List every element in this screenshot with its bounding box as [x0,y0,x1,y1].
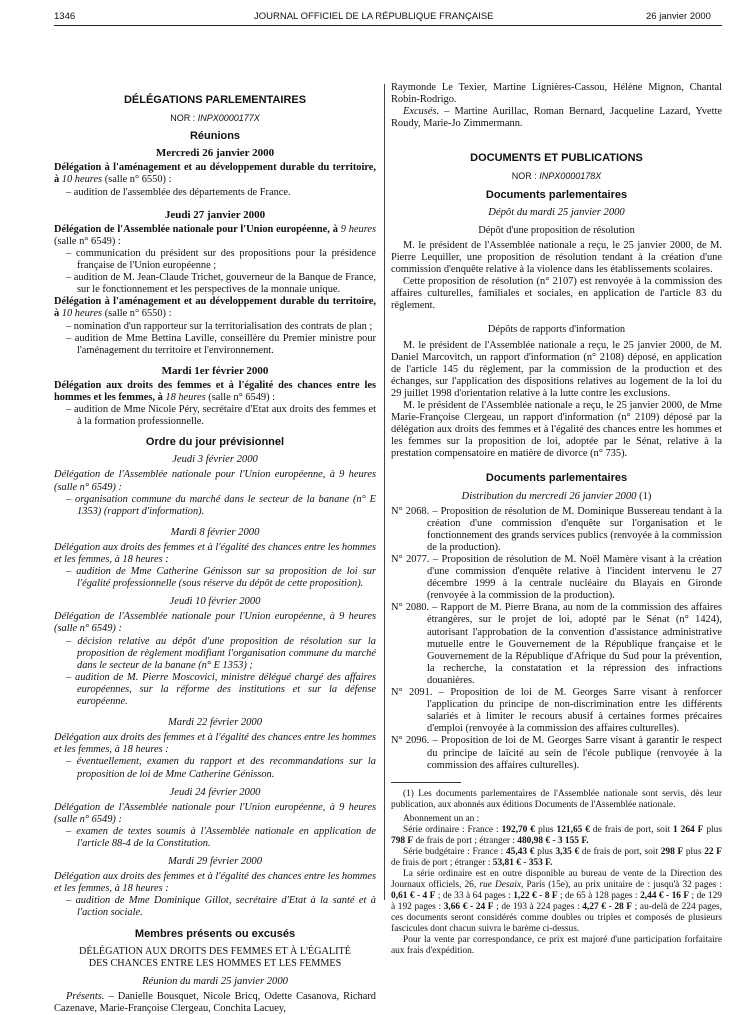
nor-label: NOR : [170,113,196,124]
forecast-item: – décision relative au dépôt d'une proposition de résolution sur la proposition de règlement modifiant l'organisation commune du marché dans le secteur de la banane (n° E 1353) ; [66,635,376,671]
meeting-heading [54,162,376,186]
heading-room: (salle n° 6549) : [54,235,121,247]
forecast-date: Jeudi 24 février 2000 [169,786,261,798]
agenda-item: – audition de Mme Nicole Péry, secrétaire d'Etat aux droits des femmes et à la formation professionnelle. [66,404,376,428]
forecast-heading: Délégation de l'Assemblée nationale pour l'Union européenne, à 9 heures (salle n° 6549) : [54,611,376,635]
heading-room: (salle n° 6549) : [205,391,276,403]
meeting-heading [54,296,376,320]
excuses-label: Excusés. [403,106,440,118]
distribution-date-text: Distribution du mercredi 26 janvier 2000 [461,490,637,502]
heading-text: Délégation à l'aménagement et au développement durable du territoire, à [54,162,376,186]
nor-reference [391,170,722,182]
meeting-date: Réunion du mardi 25 janvier 2000 [142,975,288,987]
forecast-date: Jeudi 10 février 2000 [169,596,261,608]
document-entry: N° 2080. – Rapport de M. Pierre Brana, au nom de la commission des affaires étrangères, sur le projet de loi, adopté par le Sénat (n° 1424), autorisant l'approbation de la convention d'assistance administrative mutuelle entre le Gouvernement de la République française et le Gouvernement de la République d'Afrique du Sud pour la prévention, la recherche, la constatation et la répression des infractions douanières. [391,602,722,686]
right-column [391,82,722,957]
footnote-rule [391,782,461,783]
meeting-date: Mercredi 26 janvier 2000 [155,147,275,160]
subsection-title: Documents parlementaires [485,188,628,201]
deposit-title: Dépôt d'une proposition de résolution [478,224,635,236]
meeting-heading [54,380,376,404]
agenda-item: – audition de l'assemblée des départements de France. [66,186,291,198]
section-title: DOCUMENTS ET PUBLICATIONS [470,152,643,165]
heading-time: 10 heures [61,308,103,320]
forecast-heading: Délégation aux droits des femmes et à l'égalité des chances entre les hommes et les femmes, à 18 heures : [54,871,376,895]
excuses-list: – Martine Aurillac, Roman Bernard, Jacqueline Lazard, Yvette Roudy, Marie-Jo Zimmermann. [391,106,722,130]
forecast-item: – examen de textes soumis à l'Assemblée nationale en application de l'article 88-4 de la Constitution. [66,825,376,849]
unit-prices: La série ordinaire est en outre disponible au bureau de vente de la Direction des Journaux officiels, 26, rue Desaix, Paris (15e), au prix unitaire de : jusqu'à 32 pages : 0,61 € - 4 F ; de 33 à 64 pages : 1,22 € - 8 F ; de 65 à 128 pages : 2,44 € - 16 F ; de 129 à 192 pages : 3,66 € - 24 F ; de 193 à 224 pages : 4,27 € - 28 F ; au-delà de 224 pages, ces documents seront considérés comme doubles ou triples et composés de plusieurs fascicules dont chacun suivra le barème ci-dessus. [391,868,723,934]
subscription-label: Abonnement un an : [403,813,480,824]
subsection-title: Ordre du jour prévisionnel [145,436,285,449]
present-members-continued: Raymonde Le Texier, Martine Lignières-Cassou, Hélène Mignon, Chantal Robin-Rodrigo. [391,82,722,106]
section-title: DÉLÉGATIONS PARLEMENTAIRES [123,94,307,106]
heading-time: 9 heures [340,223,377,235]
agenda-item: – nomination d'un rapporteur sur la territorialisation des contrats de plan ; [66,320,373,332]
forecast-item: – audition de Mme Dominique Gillot, secrétaire d'Etat à la santé et à l'action sociale. [66,895,376,919]
nor-label: NOR : [511,171,537,182]
agenda-item: – audition de Mme Bettina Laville, conseillère du Premier ministre pour l'aménagement du territoire et l'environnement. [66,332,376,356]
delegation-name: DES CHANCES ENTRE LES HOMMES ET LES FEMMES [88,957,342,969]
heading-text: Délégation aux droits des femmes et à l'égalité des chances entre les hommes et les femmes, à [54,379,376,403]
forecast-date: Mardi 22 février 2000 [167,717,263,729]
subscription-budget: Série budgétaire : France : 45,43 € plus 3,35 € de frais de port, soit 298 F plus 22 F de frais de port ; étranger : 53,81 € - 353 F. [391,846,722,868]
forecast-heading: Délégation aux droits des femmes et à l'égalité des chances entre les hommes et les femmes, à 18 heures : [54,732,376,756]
column-separator [384,84,385,900]
document-entry: N° 2068. – Proposition de résolution de M. Dominique Bussereau tendant à la création d'une commission d'enquête sur l'organisation et le fonctionnement des grands services publics (renvoyée à la commission de la production). [391,505,722,553]
nor-code: INPX0000177X [197,113,260,124]
forecast-agenda [54,454,376,919]
subsection-title: Membres présents ou excusés [134,927,296,940]
forecast-date: Mardi 29 février 2000 [167,856,263,868]
agenda-item: – communication du président sur des propositions pour la présidence française de l'Union européenne ; [66,247,376,272]
document-entry: N° 2077. – Proposition de résolution de M. Noël Mamère visant à la création d'une commission d'enquête relative à l'incident intervenu le 27 décembre 1999 à la centrale nucléaire du Blayais en Gironde (renvoyée à la commission de la production). [391,554,722,602]
paragraph: M. le président de l'Assemblée nationale a reçu, le 25 janvier 2000, de M. Daniel Marcovitch, un rapport d'information (n° 2108) déposé, en application de l'article 145 du règlement, par la commission de la production et des échanges, sur l'application des dispositions relatives au logement de la loi du 29 juillet 1998 d'orientation relative à la lutte contre les exclusions. [391,339,722,399]
page-number: 1346 [54,11,76,22]
meeting-heading [54,224,376,248]
left-column [54,82,376,1015]
forecast-date: Jeudi 3 février 2000 [172,454,258,466]
nor-code: INPX0000178X [539,171,602,182]
distribution-date [391,491,722,503]
header-date: 26 janvier 2000 [646,11,711,22]
forecast-item: – audition de Mme Catherine Génisson sur sa proposition de loi sur l'égalité professionnelle (sous réserve du dépôt de cette proposition). [66,566,376,590]
footnote-ref[interactable]: (1) [636,490,652,502]
forecast-item: – organisation commune du marché dans le secteur de la banane (n° E 1353) (rapport d'information). [66,493,376,517]
subsection-title: Documents parlementaires [485,472,628,485]
forecast-item: – éventuellement, examen du rapport et des recommandations sur la proposition de loi de Mme Catherine Génisson. [66,756,376,780]
forecast-heading: Délégation de l'Assemblée nationale pour l'Union européenne, à 9 heures (salle n° 6549) : [54,469,376,493]
forecast-date: Mardi 8 février 2000 [170,526,260,538]
footnote [391,789,722,957]
mail-order-note: Pour la vente par correspondance, ce prix est majoré d'une participation forfaitaire aux frais d'expédition. [391,934,722,956]
present-members [54,991,376,1015]
paragraph: M. le président de l'Assemblée nationale a reçu, le 25 janvier 2000, de M. Pierre Lequiller, une proposition de résolution tendant à la création d'une commission d'enquête relative à la violence dans les établissements scolaires. [391,239,722,276]
delegation-name: DÉLÉGATION AUX DROITS DES FEMMES ET À L'ÉGALITÉ [79,945,351,957]
subscription-ordinary: Série ordinaire : France : 192,70 € plus 121,65 € de frais de port, soit 1 264 F plus 798 F de frais de port ; étranger : 480,98 € - 3 155 F. [391,824,722,846]
deposit-title: Dépôts de rapports d'information [487,324,626,336]
meeting-date: Jeudi 27 janvier 2000 [164,208,266,221]
heading-room: (salle n° 6550) : [102,174,172,186]
paragraph: M. le président de l'Assemblée nationale a reçu, le 25 janvier 2000, de Mme Marie-Françoise Clergeau, un rapport d'information (n° 2109) déposé par la délégation aux droits des femmes et à l'égalité des chances entre les hommes et les femmes sur la proposition de loi, adoptée par le Sénat, relative à la prestation compensatoire en matière de divorce (n° 735). [391,399,722,460]
document-entry: N° 2091. – Proposition de loi de M. Georges Sarre visant à renforcer l'application du principe de non-discrimination entre les différents salariés et à limiter le recours abusif à certaines formes précaires d'emploi (renvoyée à la commission des affaires culturelles). [391,687,722,735]
heading-room: (salle n° 6550) : [102,308,172,320]
excused-members [391,106,722,130]
agenda-item: – audition de M. Jean-Claude Trichet, gouverneur de la Banque de France, sur le fonctionnement et les perspectives de la monnaie unique. [66,272,376,296]
footnote-text: (1) Les documents parlementaires de l'Assemblée nationale sont servis, dès leur publication, aux abonnés aux éditions Documents de l'Assemblée nationale. [391,788,722,810]
presents-list: – Danielle Bousquet, Nicole Bricq, Odette Casanova, Richard Cazenave, Marie-Françoise Clergeau, Conchita Lacuey, [54,990,376,1014]
heading-text: Délégation à l'aménagement et au développement durable du territoire, à [54,296,376,320]
header-rule [54,25,722,26]
document-entry: N° 2096. – Proposition de loi de M. Georges Sarre visant à garantir le respect du principe de laïcité au sein de l'école publique (renvoyée à la commission des affaires culturelles). [391,735,722,771]
forecast-heading: Délégation aux droits des femmes et à l'égalité des chances entre les hommes et les femmes, à 18 heures : [54,541,376,565]
subsection-title: Réunions [189,130,241,143]
journal-title: JOURNAL OFFICIEL DE LA RÉPUBLIQUE FRANÇAISE [254,11,494,22]
nor-reference [54,112,376,124]
deposit-date: Dépôt du mardi 25 janvier 2000 [488,206,625,218]
meeting-date: Mardi 1er février 2000 [161,364,269,377]
presents-label: Présents. [66,990,105,1002]
heading-time: 18 heures [165,391,206,403]
forecast-heading: Délégation de l'Assemblée nationale pour l'Union européenne, à 9 heures (salle n° 6549) : [54,801,376,825]
paragraph: Cette proposition de résolution (n° 2107) est renvoyée à la commission des affaires culturelles, familiales et sociales, en application de l'article 83 du règlement. [391,276,722,312]
heading-text: Délégation de l'Assemblée nationale pour l'Union européenne, à [54,223,341,235]
forecast-item: – audition de M. Pierre Moscovici, ministre délégué chargé des affaires européennes, sur la réforme des institutions et sur la défense européenne. [66,671,376,708]
heading-time: 10 heures [61,174,103,186]
